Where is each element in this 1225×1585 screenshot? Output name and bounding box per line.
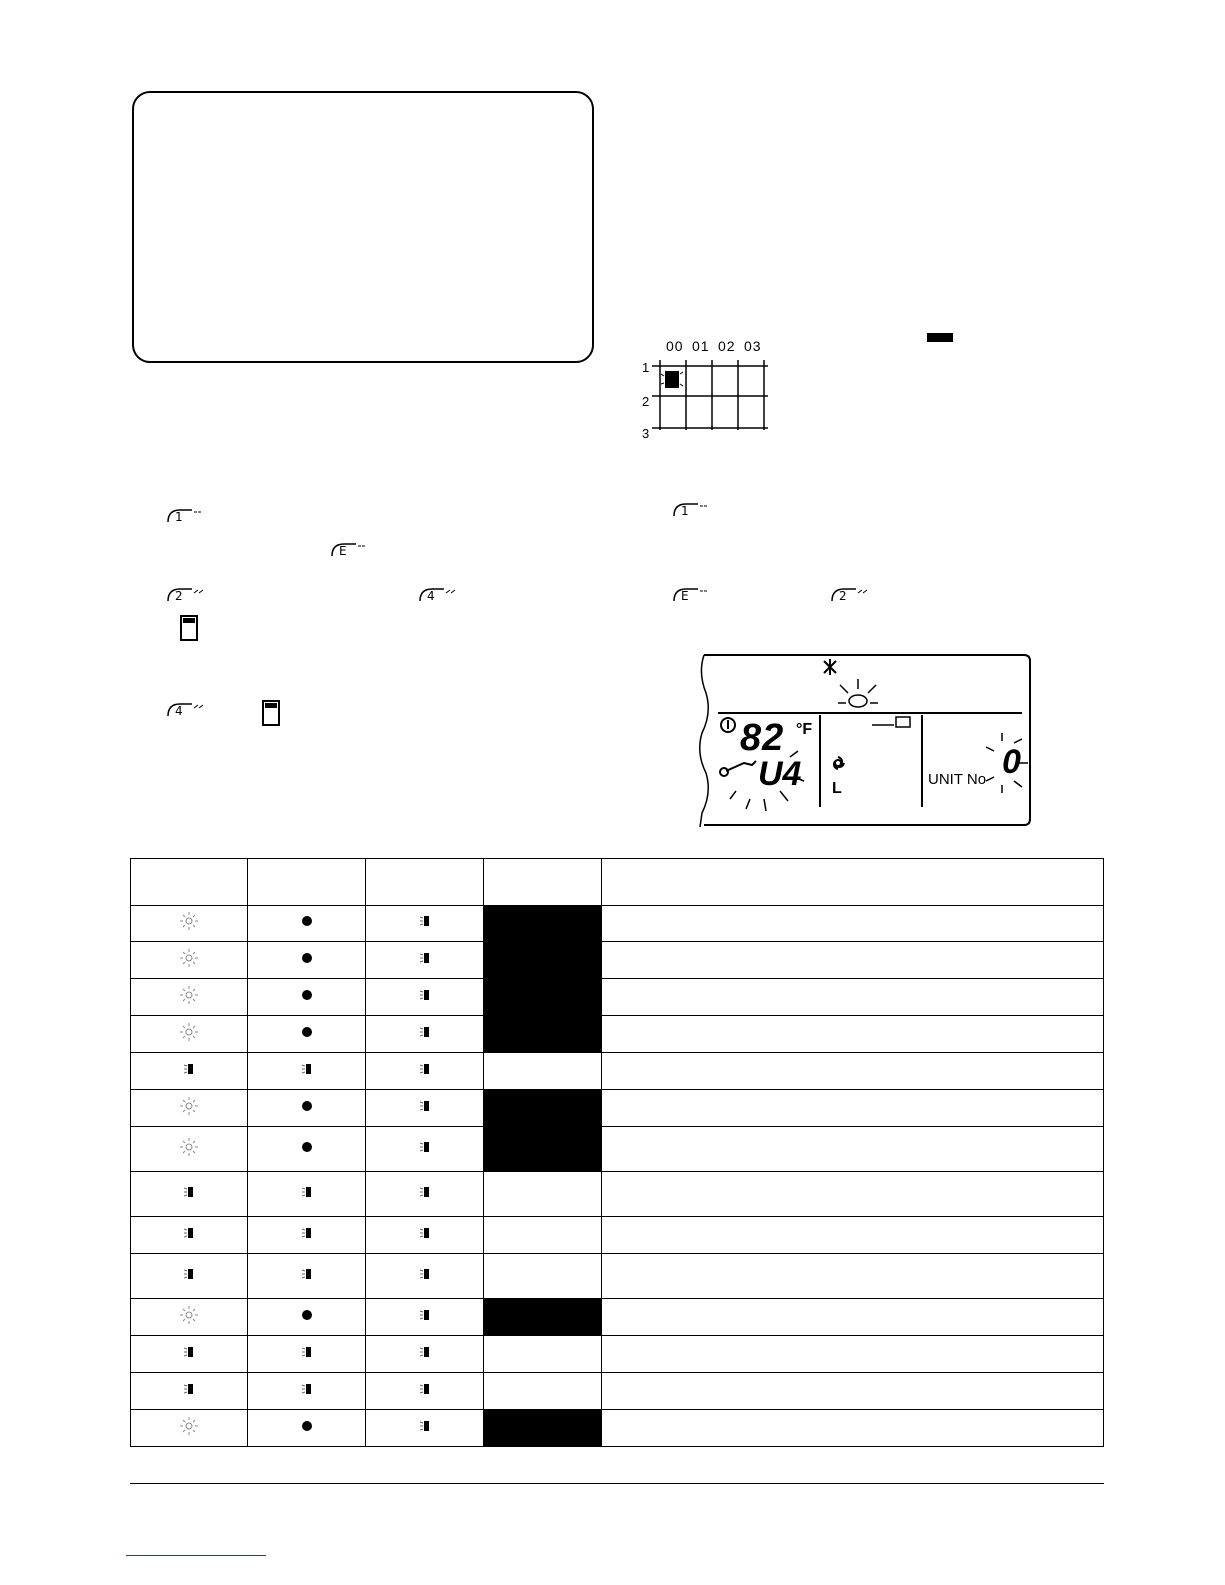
- lamp-cell: [366, 906, 484, 942]
- status-cell: [484, 1299, 602, 1336]
- description-cell: [602, 906, 1104, 942]
- button-e-icon: [330, 540, 370, 560]
- operation-icon: [721, 718, 735, 732]
- lamp-cell: [366, 1016, 484, 1053]
- table-header-cell: [366, 859, 484, 906]
- table-row: [131, 1373, 1104, 1410]
- lamp-cell: [248, 1053, 366, 1090]
- lamp-off-icon: [414, 1341, 436, 1363]
- lamp-cell: [366, 1090, 484, 1127]
- unit-square-icon: [180, 615, 198, 641]
- fan-icon: [834, 757, 844, 769]
- lamp-cell: [248, 1090, 366, 1127]
- lamp-off-icon: [414, 1136, 436, 1158]
- svg-text:1: 1: [681, 504, 689, 518]
- cool-mode-icon: [824, 659, 836, 675]
- lamp-cell: [248, 1127, 366, 1172]
- lamp-blink-icon: [178, 1415, 200, 1437]
- lamp-cell: [248, 1254, 366, 1299]
- lamp-off-icon: [296, 1058, 318, 1080]
- table-header-cell: [248, 859, 366, 906]
- table-row: [131, 979, 1104, 1016]
- lamp-cell: [248, 1172, 366, 1217]
- lamp-off-icon: [178, 1058, 200, 1080]
- description-cell: [602, 1373, 1104, 1410]
- description-cell: [602, 1090, 1104, 1127]
- description-cell: [602, 979, 1104, 1016]
- lamp-cell: [366, 1373, 484, 1410]
- lamp-cell: [366, 1336, 484, 1373]
- table-row: [131, 1053, 1104, 1090]
- svg-text:4: 4: [427, 589, 435, 603]
- lamp-cell: [366, 1299, 484, 1336]
- button-1-icon: [672, 500, 712, 520]
- lamp-cell: [248, 942, 366, 979]
- unit-square-icon: [262, 700, 280, 726]
- lamp-cell: [131, 1217, 248, 1254]
- lamp-on-icon: [296, 984, 318, 1006]
- lamp-cell: [131, 1172, 248, 1217]
- svg-text:E: E: [339, 544, 347, 558]
- lamp-off-icon: [296, 1341, 318, 1363]
- grid-row-label-1: 1: [642, 360, 650, 375]
- lcd-error-code: U4: [758, 755, 802, 793]
- lamp-off-icon: [296, 1181, 318, 1203]
- status-cell: [484, 1053, 602, 1090]
- lamp-cell: [366, 1410, 484, 1447]
- lamp-off-icon: [296, 1263, 318, 1285]
- svg-text:1: 1: [175, 510, 183, 524]
- status-cell: [484, 942, 602, 979]
- lamp-cell: [248, 1336, 366, 1373]
- lamp-cell: [131, 906, 248, 942]
- wrench-icon: [720, 761, 756, 776]
- lamp-cell: [131, 1299, 248, 1336]
- lamp-cell: [248, 1299, 366, 1336]
- status-cell: [484, 1336, 602, 1373]
- grid-row-label-2: 2: [642, 394, 650, 409]
- grid-col-header-03: 03: [744, 338, 762, 354]
- table-header-row: [131, 859, 1104, 906]
- lamp-cell: [248, 1373, 366, 1410]
- lcd-temperature: 82: [740, 717, 785, 759]
- svg-text:E: E: [681, 589, 689, 603]
- button-4-icon: [418, 585, 458, 605]
- status-cell: [484, 1016, 602, 1053]
- filter-indicator-icon: [872, 717, 910, 727]
- status-cell: [484, 1410, 602, 1447]
- lamp-off-icon: [414, 1222, 436, 1244]
- description-cell: [602, 1336, 1104, 1373]
- lamp-off-icon: [414, 1058, 436, 1080]
- table-row: [131, 1254, 1104, 1299]
- svg-text:L: L: [832, 780, 842, 797]
- description-cell: [602, 1299, 1104, 1336]
- description-cell: [602, 1053, 1104, 1090]
- lamp-cell: [131, 1410, 248, 1447]
- lamp-on-icon: [296, 910, 318, 932]
- grid-col-header-01: 01: [692, 338, 710, 354]
- lamp-off-icon: [414, 1304, 436, 1326]
- status-cell: [484, 1127, 602, 1172]
- table-row: [131, 1016, 1104, 1053]
- table-row: [131, 1127, 1104, 1172]
- lamp-off-icon: [178, 1181, 200, 1203]
- note-box: [132, 91, 594, 363]
- lamp-cell: [366, 1127, 484, 1172]
- status-cell: [484, 1373, 602, 1410]
- lamp-off-icon: [414, 1415, 436, 1437]
- remote-lcd-display: [698, 653, 1032, 827]
- lamp-cell: [131, 1373, 248, 1410]
- lamp-blink-icon: [178, 947, 200, 969]
- lamp-on-icon: [296, 1136, 318, 1158]
- svg-text:4: 4: [175, 704, 183, 718]
- table-row: [131, 1336, 1104, 1373]
- lamp-cell: [248, 1217, 366, 1254]
- selected-unit-icon: [661, 371, 683, 388]
- lamp-blink-icon: [178, 910, 200, 932]
- lamp-cell: [366, 942, 484, 979]
- table-header-cell: [602, 859, 1104, 906]
- lamp-on-icon: [296, 1021, 318, 1043]
- lamp-off-icon: [178, 1341, 200, 1363]
- grid-col-header-02: 02: [718, 338, 736, 354]
- lamp-cell: [366, 1254, 484, 1299]
- lcd-unit-no-label: UNIT No: [928, 771, 987, 788]
- table-row: [131, 1090, 1104, 1127]
- status-table: [130, 858, 1104, 1447]
- lamp-off-icon: [296, 1222, 318, 1244]
- lamp-off-icon: [414, 1263, 436, 1285]
- grid-row-label-3: 3: [642, 426, 650, 441]
- lamp-off-icon: [414, 947, 436, 969]
- table-row: [131, 1299, 1104, 1336]
- lamp-off-icon: [414, 1095, 436, 1117]
- status-cell: [484, 906, 602, 942]
- description-cell: [602, 1410, 1104, 1447]
- lamp-off-icon: [178, 1378, 200, 1400]
- grid-lines: [640, 338, 780, 448]
- lamp-on-icon: [296, 1415, 318, 1437]
- lamp-off-icon: [178, 1263, 200, 1285]
- lamp-cell: [248, 1016, 366, 1053]
- lamp-on-icon: [296, 947, 318, 969]
- table-row: [131, 906, 1104, 942]
- description-cell: [602, 1172, 1104, 1217]
- lamp-off-icon: [414, 1378, 436, 1400]
- lamp-cell: [131, 1127, 248, 1172]
- lamp-cell: [131, 1090, 248, 1127]
- lamp-cell: [248, 979, 366, 1016]
- description-cell: [602, 1254, 1104, 1299]
- svg-text:2: 2: [175, 589, 183, 603]
- table-body: [131, 906, 1104, 1447]
- legend-black-mark: [927, 333, 953, 342]
- lamp-cell: [131, 1336, 248, 1373]
- lamp-cell: [366, 979, 484, 1016]
- grid-col-header-00: 00: [666, 338, 684, 354]
- description-cell: [602, 1217, 1104, 1254]
- description-cell: [602, 1127, 1104, 1172]
- lamp-blink-icon: [178, 1136, 200, 1158]
- table-row: [131, 1410, 1104, 1447]
- unit-grid-diagram: [640, 338, 780, 448]
- lamp-off-icon: [414, 1181, 436, 1203]
- lamp-blink-icon: [178, 1021, 200, 1043]
- lamp-off-icon: [178, 1222, 200, 1244]
- lamp-off-icon: [296, 1378, 318, 1400]
- status-cell: [484, 979, 602, 1016]
- status-cell: [484, 1254, 602, 1299]
- description-cell: [602, 1016, 1104, 1053]
- lamp-cell: [248, 1410, 366, 1447]
- lamp-cell: [366, 1217, 484, 1254]
- central-control-icon: [838, 679, 878, 707]
- button-2-icon: [830, 585, 870, 605]
- lamp-cell: [131, 1053, 248, 1090]
- lcd-unit-no-value: 0: [1002, 743, 1021, 781]
- lamp-cell: [131, 942, 248, 979]
- lamp-cell: [131, 1016, 248, 1053]
- button-e-icon: [672, 585, 712, 605]
- table-header-cell: [484, 859, 602, 906]
- lamp-off-icon: [414, 984, 436, 1006]
- lamp-cell: [366, 1172, 484, 1217]
- lamp-off-icon: [414, 1021, 436, 1043]
- table-header-cell: [131, 859, 248, 906]
- lamp-blink-icon: [178, 1095, 200, 1117]
- lamp-on-icon: [296, 1304, 318, 1326]
- footer-rule: [130, 1483, 1104, 1484]
- button-1-icon: [166, 506, 206, 526]
- lamp-cell: [131, 1254, 248, 1299]
- lamp-cell: [131, 979, 248, 1016]
- button-4-icon: [166, 700, 206, 720]
- lcd-temperature-unit: °F: [796, 721, 813, 738]
- status-cell: [484, 1172, 602, 1217]
- lamp-off-icon: [414, 910, 436, 932]
- lamp-blink-icon: [178, 1304, 200, 1326]
- description-cell: [602, 942, 1104, 979]
- button-2-icon: [166, 585, 206, 605]
- table-row: [131, 1217, 1104, 1254]
- footer-link-underline[interactable]: [126, 1555, 266, 1556]
- svg-text:2: 2: [839, 589, 847, 603]
- lamp-cell: [366, 1053, 484, 1090]
- status-cell: [484, 1090, 602, 1127]
- lamp-blink-icon: [178, 984, 200, 1006]
- lamp-on-icon: [296, 1095, 318, 1117]
- table-row: [131, 942, 1104, 979]
- status-cell: [484, 1217, 602, 1254]
- table-row: [131, 1172, 1104, 1217]
- lamp-cell: [248, 906, 366, 942]
